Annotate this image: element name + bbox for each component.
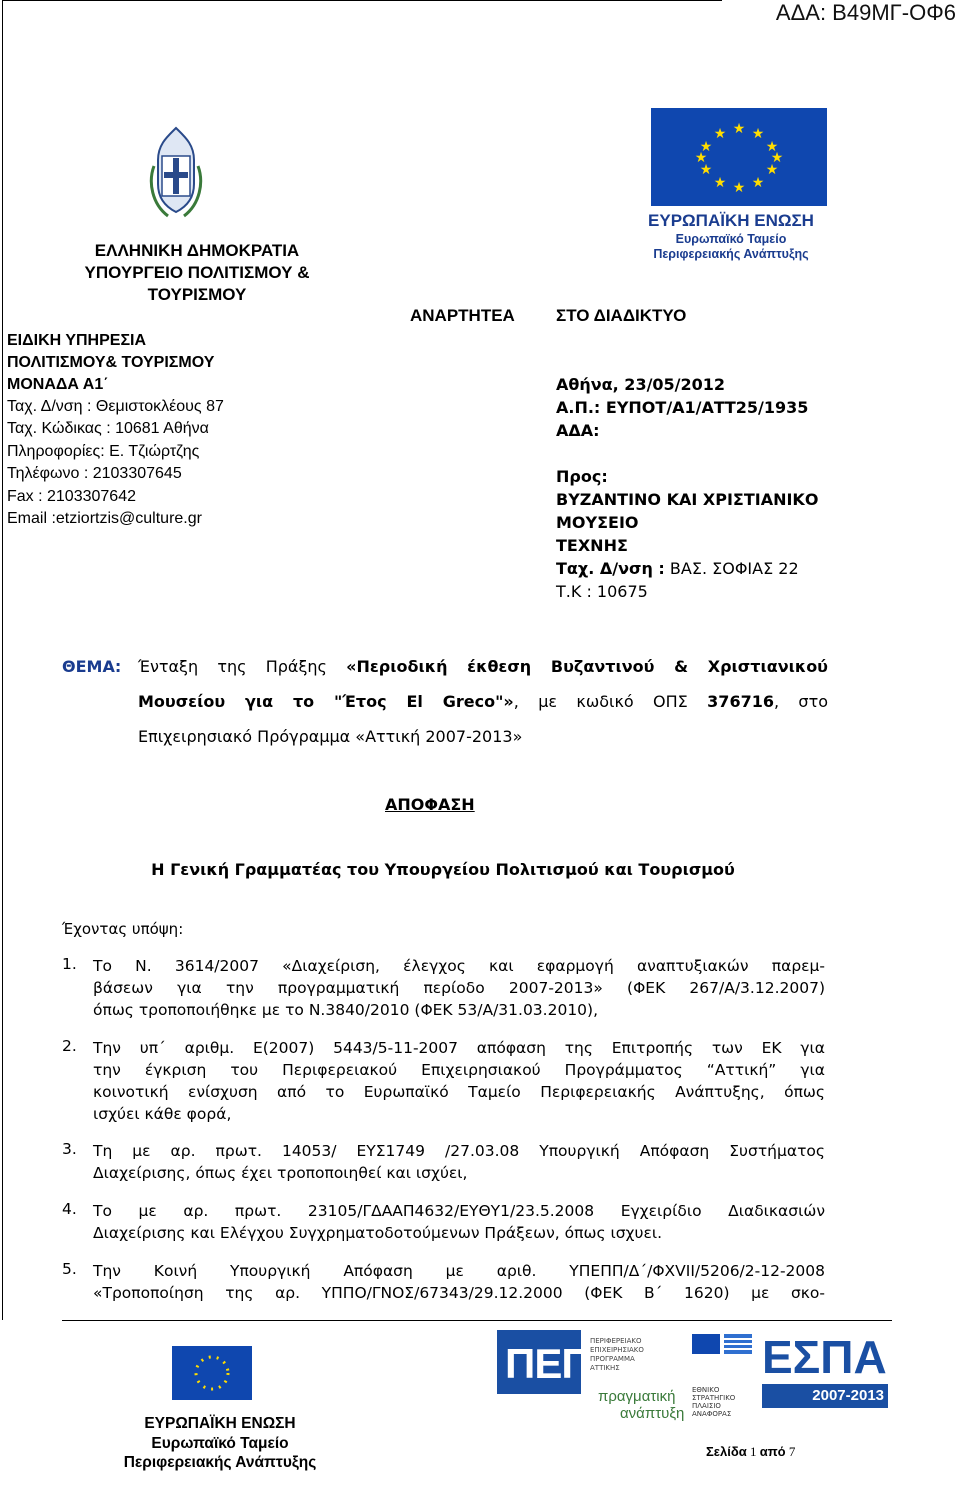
contact-postcode: Ταχ. Κώδικας : 10681 Αθήνα	[7, 420, 209, 437]
greek-emblem-icon	[148, 126, 204, 222]
posting-right: ΣΤΟ ΔΙΑΔΙΚΤΥΟ	[556, 306, 687, 325]
svg-text:★: ★	[765, 139, 779, 155]
page-number: Σελίδα 1 από 7	[706, 1444, 796, 1459]
ada-label: ΑΔΑ:	[556, 421, 600, 440]
eu-title: ΕΥΡΩΠΑΪΚΗ ΕΝΩΣΗ	[648, 211, 814, 230]
decision-title: ΑΠΟΦΑΣΗ	[385, 795, 475, 814]
eu-flag	[651, 108, 827, 206]
subject-label: ΘΕΜΑ:	[62, 657, 122, 676]
item-line: Διαχείρισης και Ελέγχου Συγχρηματοδοτούμενων Πράξεων, όπως ισχυει.	[93, 1224, 663, 1242]
recipient-address: Ταχ. Δ/νση : ΒΑΣ. ΣΟΦΙΑΣ 22	[556, 559, 799, 578]
espa-program-name: ΕΘΝΙΚΟ ΣΤΡΑΤΗΓΙΚΟ ΠΛΑΙΣΙΟ ΑΝΑΦΟΡΑΣ	[692, 1386, 736, 1418]
svg-text:★: ★	[770, 150, 784, 166]
espa-years: 2007-2013	[762, 1384, 888, 1408]
pep-logo-text: ΠΕΠ	[505, 1340, 591, 1387]
espa-logo-text: ΕΣΠΑ	[762, 1331, 887, 1383]
having-regard: Έχοντας υπόψη:	[62, 920, 184, 938]
subject-line-1: Ένταξη της Πράξης «Περιοδική έκθεση Βυζαντινού & Χριστιανικού	[138, 657, 828, 676]
svg-text:★: ★	[713, 175, 727, 191]
svg-text:★: ★	[732, 180, 746, 196]
issuer-heading: Η Γενική Γραμματέας του Υπουργείου Πολιτισμού και Τουρισμού	[151, 860, 735, 879]
contact-address: Ταχ. Δ/νση : Θεμιστοκλέους 87	[7, 398, 224, 415]
item-line: Το με αρ. πρωτ. 23105/ΓΔΑΑΠ4632/ΕΥΘΥ1/23.5.2008 Εγχειρίδιο Διαδικασιών	[93, 1202, 825, 1220]
subject-line-2: Μουσείου για το "Έτος El Greco"», με κωδικό ΟΠΣ 376716, στο	[138, 692, 828, 711]
item-line: Την Κοινή Υπουργική Απόφαση με αριθ. ΥΠΕΠΠ/Δ΄/ΦΧVII/5206/2-12-2008	[93, 1262, 825, 1280]
ada-code: ΑΔΑ: Β49ΜΓ-ΟΦ6	[775, 0, 956, 25]
recipient-line-2: ΜΟΥΣΕΙΟ	[556, 513, 639, 532]
ministry-heading: ΕΛΛΗΝΙΚΗ ΔΗΜΟΚΡΑΤΙΑ ΥΠΟΥΡΓΕΙΟ ΠΟΛΙΤΙΣΜΟΥ & ΤΟΥΡΙΣΜΟΥ	[84, 241, 310, 304]
service-line-1: ΕΙΔΙΚΗ ΥΠΗΡΕΣΙΑ	[7, 332, 147, 349]
contact-info: Πληροφορίες: Ε. Τζιώρτζης	[7, 443, 200, 460]
service-line-3: ΜΟΝΑΔΑ Α1΄	[7, 376, 109, 393]
eu-subtitle: Ευρωπαϊκό Ταμείο Περιφερειακής Ανάπτυξης	[653, 232, 809, 261]
protocol-number: Α.Π.: ΕΥΠΟΤ/Α1/ΑΤΤ25/1935	[556, 398, 809, 417]
svg-text:★: ★	[751, 175, 765, 191]
item-line: την έγκριση του Περιφερειακού Επιχειρησιακού Προγράμματος “Αττική” για	[93, 1061, 825, 1079]
item-line: ισχύει κάθε φορά,	[93, 1105, 232, 1123]
svg-text:★: ★	[732, 121, 746, 137]
item-line: Διαχείρισης, όπως έχει τροποποιηθεί και ισχύει,	[93, 1164, 468, 1182]
recipient-postcode: Τ.Κ : 10675	[556, 582, 648, 601]
service-line-2: ΠΟΛΙΤΙΣΜΟΥ& ΤΟΥΡΙΣΜΟΥ	[7, 354, 215, 371]
item-number: 3.	[62, 1140, 77, 1158]
contact-fax: Fax : 2103307642	[7, 488, 136, 505]
frame-top-line	[2, 0, 722, 1]
footer-eu-text: ΕΥΡΩΠΑΪΚΗ ΕΝΩΣΗ Ευρωπαϊκό Ταμείο Περιφερειακής Ανάπτυξης	[123, 1415, 317, 1471]
eu-stars-icon	[651, 108, 827, 206]
svg-text:★: ★	[694, 150, 708, 166]
item-number: 2.	[62, 1037, 77, 1055]
to-label: Προς:	[556, 467, 608, 486]
recipient-line-3: ΤΕΧΝΗΣ	[556, 536, 628, 555]
attiki-slogan: πραγματική ανάπτυξη	[598, 1388, 685, 1422]
footer-eu-flag	[172, 1346, 252, 1400]
frame-left-line	[2, 0, 3, 1320]
recipient-line-1: ΒΥΖΑΝΤΙΝΟ ΚΑΙ ΧΡΙΣΤΙΑΝΙΚΟ	[556, 490, 819, 509]
item-line: όπως τροποποιήθηκε με το Ν.3840/2010 (ΦΕΚ 53/Α/31.03.2010),	[93, 1001, 599, 1019]
svg-text:★: ★	[751, 126, 765, 142]
svg-text:★: ★	[765, 162, 779, 178]
svg-text:★: ★	[713, 126, 727, 142]
document-date: Αθήνα, 23/05/2012	[556, 375, 726, 394]
item-line: Την υπ΄ αριθμ. Ε(2007) 5443/5-11-2007 απόφαση της Επιτροπής των ΕΚ για	[93, 1039, 825, 1057]
item-line: Τη με αρ. πρωτ. 14053/ ΕΥΣ1749 /27.03.08 Υπουργική Απόφαση Συστήματος	[93, 1142, 825, 1160]
item-line: βάσεων για την προγραμματική περίοδο 2007-2013» (ΦΕΚ 267/Α/3.12.2007)	[93, 979, 825, 997]
item-line: κοινοτική ενίσχυση από το Ευρωπαϊκό Ταμείο Περιφερειακής Ανάπτυξης, όπως	[93, 1083, 825, 1101]
espa-flags-icon	[692, 1334, 754, 1382]
contact-email: Email :etziortzis@culture.gr	[7, 510, 202, 527]
item-line: «Τροποποίηση της αρ. ΥΠΠΟ/ΓΝΟΣ/67343/29.12.2000 (ΦΕΚ Β΄ 1620) με σκο-	[93, 1284, 825, 1302]
footer-rule	[62, 1320, 892, 1321]
contact-phone: Τηλέφωνο : 2103307645	[7, 465, 182, 482]
eu-stars-icon	[172, 1346, 252, 1400]
pep-program-name: ΠΕΡΙΦΕΡΕΙΑΚΟ ΕΠΙΧΕΙΡΗΣΙΑΚΟ ΠΡΟΓΡΑΜΜΑ ΑΤΤΙΚΗΣ	[590, 1337, 644, 1372]
svg-text:★: ★	[699, 162, 713, 178]
item-number: 1.	[62, 955, 77, 973]
item-number: 4.	[62, 1200, 77, 1218]
item-line: Το Ν. 3614/2007 «Διαχείριση, έλεγχος και εφαρμογή αναπτυξιακών παρεμ-	[93, 957, 825, 975]
svg-text:★: ★	[699, 139, 713, 155]
item-number: 5.	[62, 1260, 77, 1278]
posting-left: ΑΝΑΡΤΗΤΕΑ	[410, 306, 515, 325]
subject-line-3: Επιχειρησιακό Πρόγραμμα «Αττική 2007-2013»	[138, 727, 523, 746]
